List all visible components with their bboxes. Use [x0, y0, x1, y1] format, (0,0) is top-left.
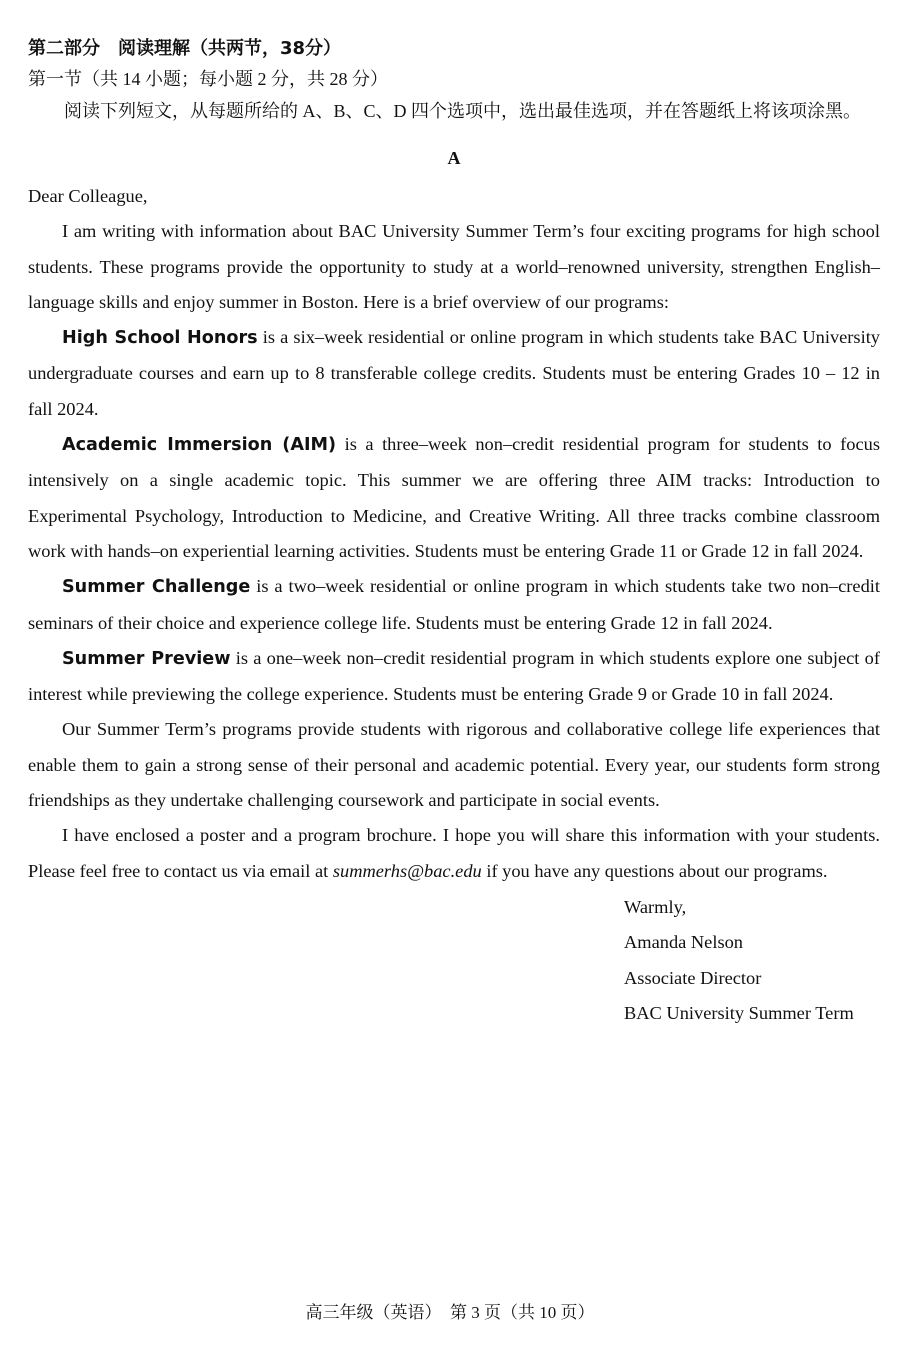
program-description: is a three–week non–credit residential program for students to focus intensively on a single academic topic. This summer we are offering three AIM tracks: Introduction to Experimental Psychology, Introduction to Medicine, and Creative Writing. All three tracks combine classroom work with hands–on experiential learning activities. Students must be entering Grade 11 or Grade 12 in fall 2024.	[28, 434, 880, 561]
signature-block	[624, 890, 880, 1031]
closing-text-after: if you have any questions about our programs.	[481, 860, 828, 881]
program-name: Summer Challenge	[62, 577, 251, 598]
part-title: 第二部分 阅读理解（共两节，38分）	[28, 38, 342, 59]
program-paragraph	[28, 320, 880, 427]
program-paragraph	[28, 427, 880, 569]
program-paragraph	[28, 641, 880, 713]
passage-letter: A	[447, 148, 461, 168]
signature-closing: Warmly,	[624, 896, 687, 917]
signature-name: Amanda Nelson	[624, 932, 744, 953]
signature-title: Associate Director	[624, 967, 762, 988]
program-name: Academic Immersion (AIM)	[62, 435, 337, 456]
program-description: is a one–week non–credit residential program in which students explore one subject of interest while previewing the college experience. Students must be entering Grade 9 or Grade 10 in fall 2024.	[28, 647, 880, 705]
benefits-paragraph: Our Summer Term’s programs provide students with rigorous and collaborative college life experiences that enable them to gain a strong sense of their personal and academic potential. Every year, our students form strong friendships as they undertake challenging coursework and participate in social events.	[28, 719, 880, 811]
section-title: 第一节（共 14 小题；每小题 2 分，共 28 分）	[28, 69, 388, 89]
email-address: summerhs@bac.edu	[332, 860, 482, 881]
signature-org: BAC University Summer Term	[624, 1002, 854, 1023]
program-name: High School Honors	[62, 328, 258, 349]
program-description: is a two–week residential or online program in which students take two non–credit seminars of their choice and experience college life. Students must be entering Grade 12 in fall 2024.	[28, 576, 880, 633]
exam-page	[28, 34, 880, 1031]
instruction-text: 阅读下列短文，从每题所给的 A、B、C、D 四个选项中，选出最佳选项，并在答题纸上将该项涂黑。	[64, 101, 862, 121]
program-name: Summer Preview	[62, 648, 231, 669]
closing-paragraph	[28, 818, 880, 889]
closing-text-before: I have enclosed a poster and a program brochure. I hope you will share this information with your students. Please feel free to contact us via email at	[28, 825, 880, 881]
page-footer: 高三年级（英语） 第 3 页（共 10 页）	[305, 1303, 595, 1322]
program-paragraph	[28, 569, 880, 641]
program-description: is a six–week residential or online program in which students take BAC University undergraduate courses and earn up to 8 transferable college credits. Students must be entering Grades 10 – 12 in fall 2024.	[28, 327, 881, 419]
letter-intro: I am writing with information about BAC University Summer Term’s four exciting programs for high school students. These programs provide the opportunity to study at a world–renowned university, strengthen English–language skills and enjoy summer in Boston. Here is a brief overview of our programs:	[28, 221, 880, 312]
letter-greeting: Dear Colleague,	[28, 186, 148, 206]
